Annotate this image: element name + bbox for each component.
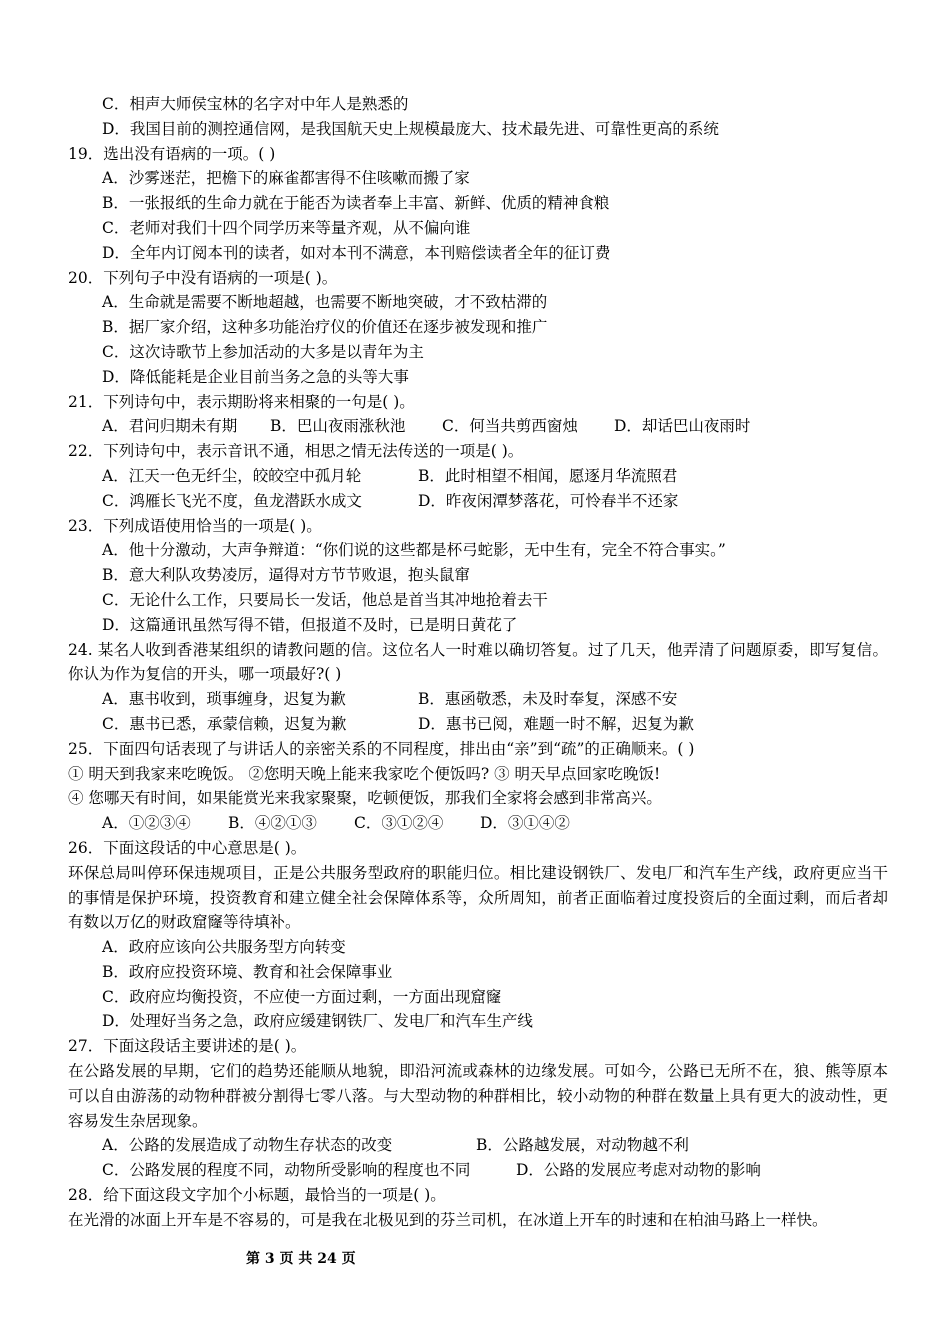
q27-option-a: A．公路的发展造成了动物生存状态的改变	[102, 1136, 393, 1155]
q26-option-c: C．政府应均衡投资，不应使一方面过剩，一方面出现窟窿	[102, 987, 502, 1006]
q19-stem: 19．选出没有语病的一项。( )	[68, 144, 276, 163]
q28-stem: 28．给下面这段文字加个小标题，最恰当的一项是( )。	[68, 1186, 446, 1205]
q23-stem: 23．下列成语使用恰当的一项是( )。	[68, 516, 322, 535]
q23-option-d: D．这篇通讯虽然写得不错，但报道不及时，已是明日黄花了	[102, 615, 518, 634]
q20-option-d: D．降低能耗是企业目前当务之急的头等大事	[102, 367, 409, 386]
q22-stem: 22．下列诗句中，表示音讯不通，相思之情无法传送的一项是( )。	[68, 442, 524, 461]
q27-stem: 27．下面这段话主要讲述的是( )。	[68, 1037, 307, 1056]
q27-passage: 在公路发展的早期，它们的趋势还能顺从地貌，即沿河流或森林的边缘发展。可如今，公路已无所不在，狼、熊等原本可以自由游荡的动物种群被分割得七零八落。与大型动物的种群相比，较小动物的种群在数量上具有更大的波动性，更容易发生杂居现象。	[68, 1062, 888, 1130]
q23-option-b: B．意大利队攻势凌厉，逼得对方节节败退，抱头鼠窜	[102, 566, 470, 585]
q20-option-b: B．据厂家介绍，这种多功能治疗仪的价值还在逐步被发现和推广	[102, 318, 548, 337]
q26-stem: 26．下面这段话的中心意思是( )。	[68, 838, 307, 857]
exam-page	[68, 92, 888, 1233]
page-number: 第 3 页 共 24 页	[246, 1251, 356, 1267]
q28-passage: 在光滑的冰面上开车是不容易的，可是我在北极见到的芬兰司机，在冰道上开车的时速和在柏油马路上一样快。	[68, 1210, 828, 1229]
q25-stem: 25．下面四句话表现了与讲话人的亲密关系的不同程度，排出由“亲”到“疏”的正确顺来。( )	[68, 739, 695, 758]
q21-option-b: B．巴山夜雨涨秋池	[270, 417, 406, 436]
q24-option-c: C．惠书已悉，承蒙信赖，迟复为歉	[102, 714, 347, 733]
q22-options-row1	[68, 464, 888, 489]
q25-option-d: D．③①④②	[480, 814, 570, 833]
q21-option-c: C．何当共剪西窗烛	[442, 417, 578, 436]
q22-option-d: D．昨夜闲潭梦落花，可怜春半不还家	[418, 491, 679, 510]
q22-option-c: C．鸿雁长飞光不度，鱼龙潜跃水成文	[102, 491, 362, 510]
q27-options-row1	[68, 1133, 888, 1158]
q24-option-b: B．惠函敬悉，未及时奉复，深感不安	[418, 690, 678, 709]
q20-option-a: A．生命就是需要不断地超越，也需要不断地突破，才不致枯滞的	[102, 293, 548, 312]
q21-stem: 21．下列诗句中，表示期盼将来相聚的一句是( )。	[68, 392, 415, 411]
q20-stem: 20．下列句子中没有语病的一项是( )。	[68, 268, 338, 287]
q26-option-a: A．政府应该向公共服务型方向转变	[102, 938, 346, 957]
q18-option-c: C．相声大师侯宝林的名字对中年人是熟悉的	[102, 95, 409, 113]
q24-option-a: A．惠书收到，琐事缠身，迟复为歉	[102, 690, 346, 709]
q25-option-a: A．①②③④	[102, 814, 191, 833]
q19-option-d: D．全年内订阅本刊的读者，如对本刊不满意，本刊赔偿读者全年的征订费	[102, 243, 611, 262]
q19-option-b: B．一张报纸的生命力就在于能否为读者奉上丰富、新鲜、优质的精神食粮	[102, 194, 610, 213]
q24-options-row2	[68, 712, 888, 737]
q23-option-c: C．无论什么工作，只要局长一发话，他总是首当其冲地抢着去干	[102, 590, 548, 609]
q21-options	[68, 414, 888, 439]
q25-option-b: B．④②①③	[228, 814, 317, 833]
q22-option-b: B．此时相望不相闻，愿逐月华流照君	[418, 466, 678, 485]
q21-option-a: A．君问归期未有期	[102, 417, 238, 436]
q26-option-b: B．政府应投资环境、教育和社会保障事业	[102, 962, 393, 981]
q27-options-row2	[68, 1158, 888, 1183]
q19-option-c: C．老师对我们十四个同学历来等量齐观，从不偏向谁	[102, 218, 471, 237]
q22-option-a: A．江天一色无纤尘，皎皎空中孤月轮	[102, 466, 362, 485]
q21-option-d: D．却话巴山夜雨时	[614, 417, 751, 436]
q25-sentences-2: ④ 您哪天有时间，如果能赏光来我家聚聚，吃顿便饭，那我们全家将会感到非常高兴。	[68, 789, 662, 808]
q26-passage: 环保总局叫停环保违规项目，正是公共服务型政府的职能归位。相比建设钢铁厂、发电厂和汽车生产线，政府更应当干的事情是保护环境，投资教育和建立健全社会保障体系等，众所周知，前者正面临着过度投资后的全面过剩，而后者却有数以万亿的财政窟窿等待填补。	[68, 863, 888, 932]
q23-option-a: A．他十分激动，大声争辩道：“你们说的这些都是杯弓蛇影，无中生有，完全不符合事实。”	[102, 541, 726, 560]
q22-options-row2	[68, 489, 888, 514]
q20-option-c: C．这次诗歌节上参加活动的大多是以青年为主	[102, 342, 424, 361]
q27-option-b: B．公路越发展，对动物越不利	[476, 1136, 689, 1155]
q25-options	[68, 811, 888, 836]
q27-option-d: D．公路的发展应考虑对动物的影响	[516, 1161, 761, 1180]
q24-option-d: D．惠书已阅，难题一时不解，迟复为歉	[418, 714, 694, 733]
q25-option-c: C．③①②④	[354, 814, 444, 833]
q27-option-c: C．公路发展的程度不同，动物所受影响的程度也不同	[102, 1161, 471, 1180]
q19-option-a: A．沙雾迷茫，把檐下的麻雀都害得不住咳嗽而搬了家	[102, 169, 470, 188]
q18-option-d: D．我国目前的测控通信网，是我国航天史上规模最庞大、技术最先进、可靠性更高的系统	[102, 119, 719, 138]
q26-option-d: D．处理好当务之急，政府应缓建钢铁厂、发电厂和汽车生产线	[102, 1012, 533, 1031]
q24-options-row1	[68, 687, 888, 712]
q24-stem: 24. 某名人收到香港某组织的请教问题的信。这位名人一时难以确切答复。过了几天，他弄清了问题原委，即写复信。你认为作为复信的开头，哪一项最好?( )	[68, 640, 888, 684]
q25-sentences-1: ① 明天到我家来吃晚饭。 ②您明天晚上能来我家吃个便饭吗? ③ 明天早点回家吃晚饭!	[68, 764, 661, 783]
